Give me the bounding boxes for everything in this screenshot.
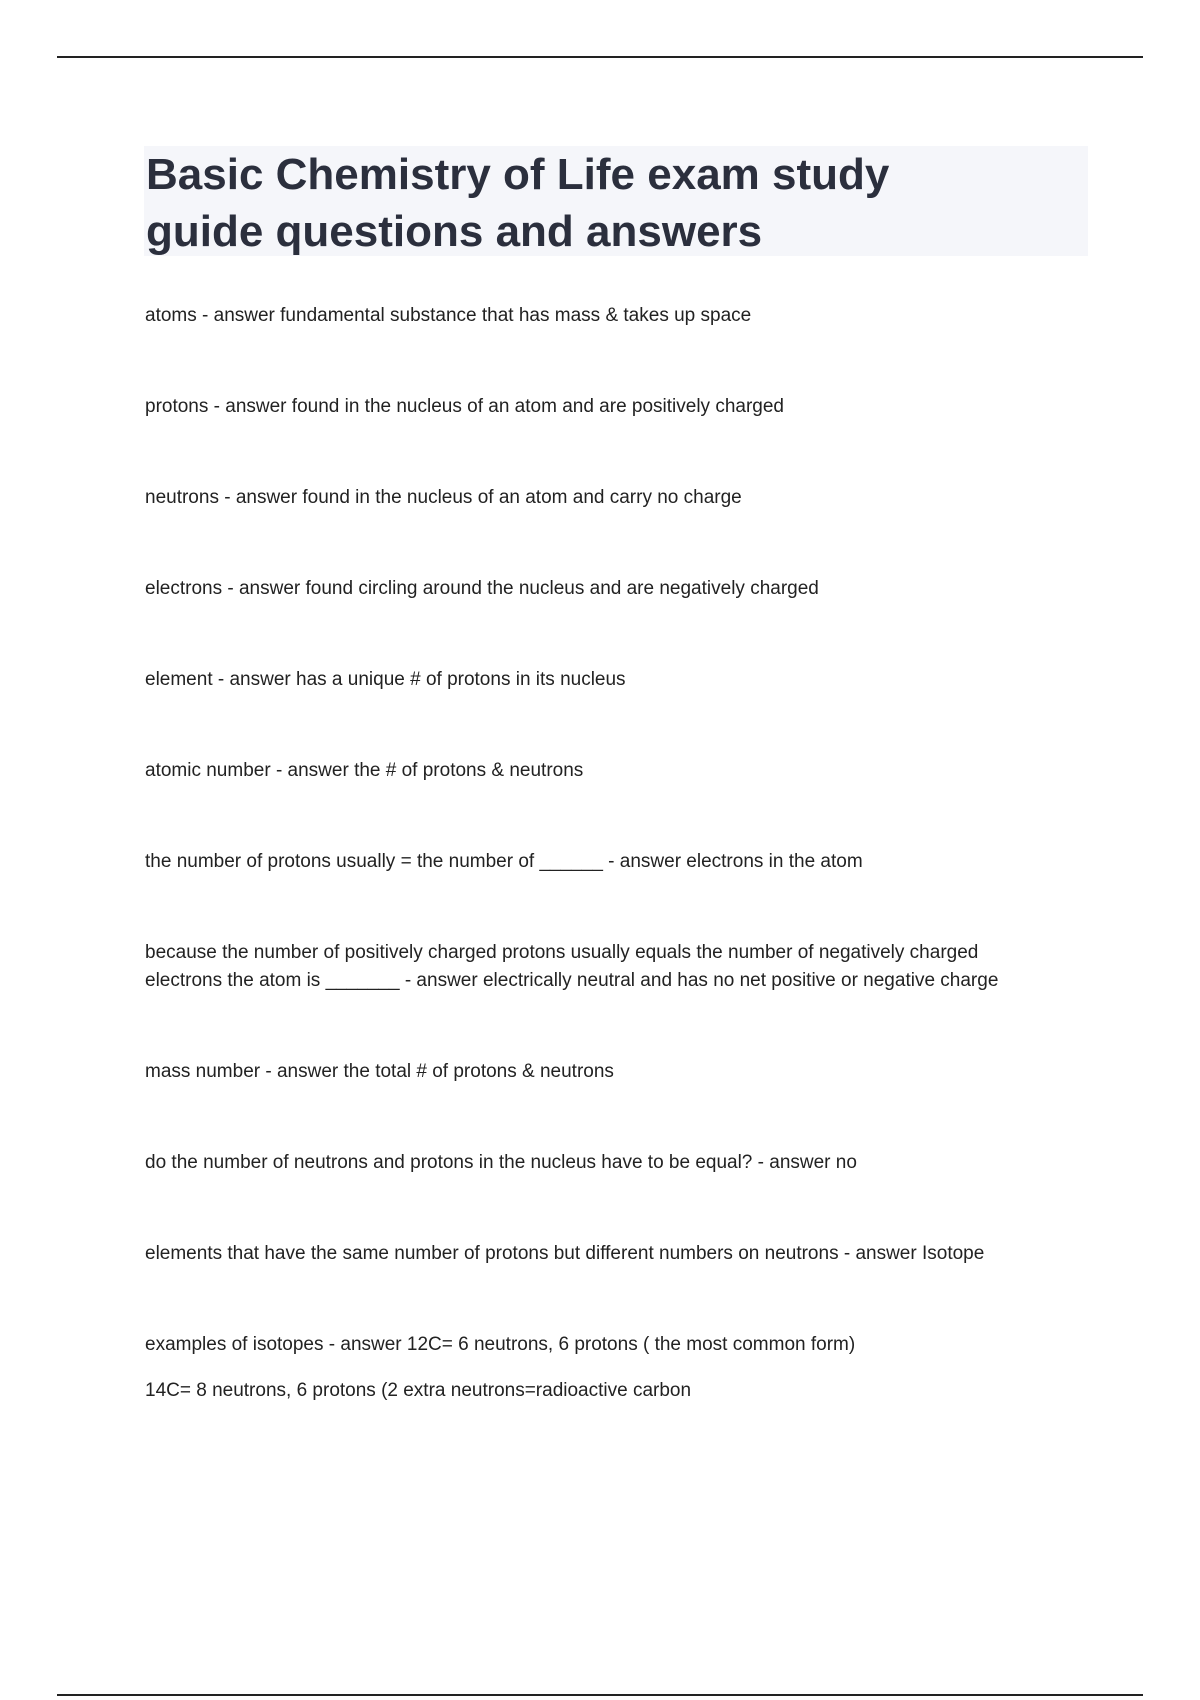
qa-item-atomic-number: atomic number - answer the # of protons & neutrons (145, 760, 584, 781)
title-block (144, 146, 1088, 256)
qa-item-protons-equal: the number of protons usually = the number of ______ - answer electrons in the atom (145, 851, 863, 872)
title-line-2: guide questions and answers (146, 207, 763, 256)
page-title (146, 146, 1076, 260)
qa-item-neutral-line-2: electrons the atom is _______ - answer electrically neutral and has no net positive or negative charge (145, 970, 999, 991)
qa-item-neutral-line-1: because the number of positively charged protons usually equals the number of negatively charged (145, 942, 979, 963)
qa-item-equal-question: do the number of neutrons and protons in the nucleus have to be equal? - answer no (145, 1152, 857, 1173)
title-line-1: Basic Chemistry of Life exam study (146, 150, 890, 199)
qa-item-isotope: elements that have the same number of protons but different numbers on neutrons - answer Isotope (145, 1243, 985, 1264)
qa-item-neutrons: neutrons - answer found in the nucleus of an atom and carry no charge (145, 487, 742, 508)
qa-item-protons: protons - answer found in the nucleus of an atom and are positively charged (145, 396, 784, 417)
bottom-divider (57, 1694, 1143, 1696)
qa-item-mass-number: mass number - answer the total # of protons & neutrons (145, 1061, 614, 1082)
qa-item-isotope-example-2: 14C= 8 neutrons, 6 protons (2 extra neutrons=radioactive carbon (145, 1380, 692, 1401)
qa-item-element: element - answer has a unique # of protons in its nucleus (145, 669, 626, 690)
qa-item-atoms: atoms - answer fundamental substance that has mass & takes up space (145, 305, 752, 326)
qa-item-isotope-examples: examples of isotopes - answer 12C= 6 neutrons, 6 protons ( the most common form) (145, 1334, 856, 1355)
qa-item-electrons: electrons - answer found circling around the nucleus and are negatively charged (145, 578, 819, 599)
top-divider (57, 56, 1143, 58)
